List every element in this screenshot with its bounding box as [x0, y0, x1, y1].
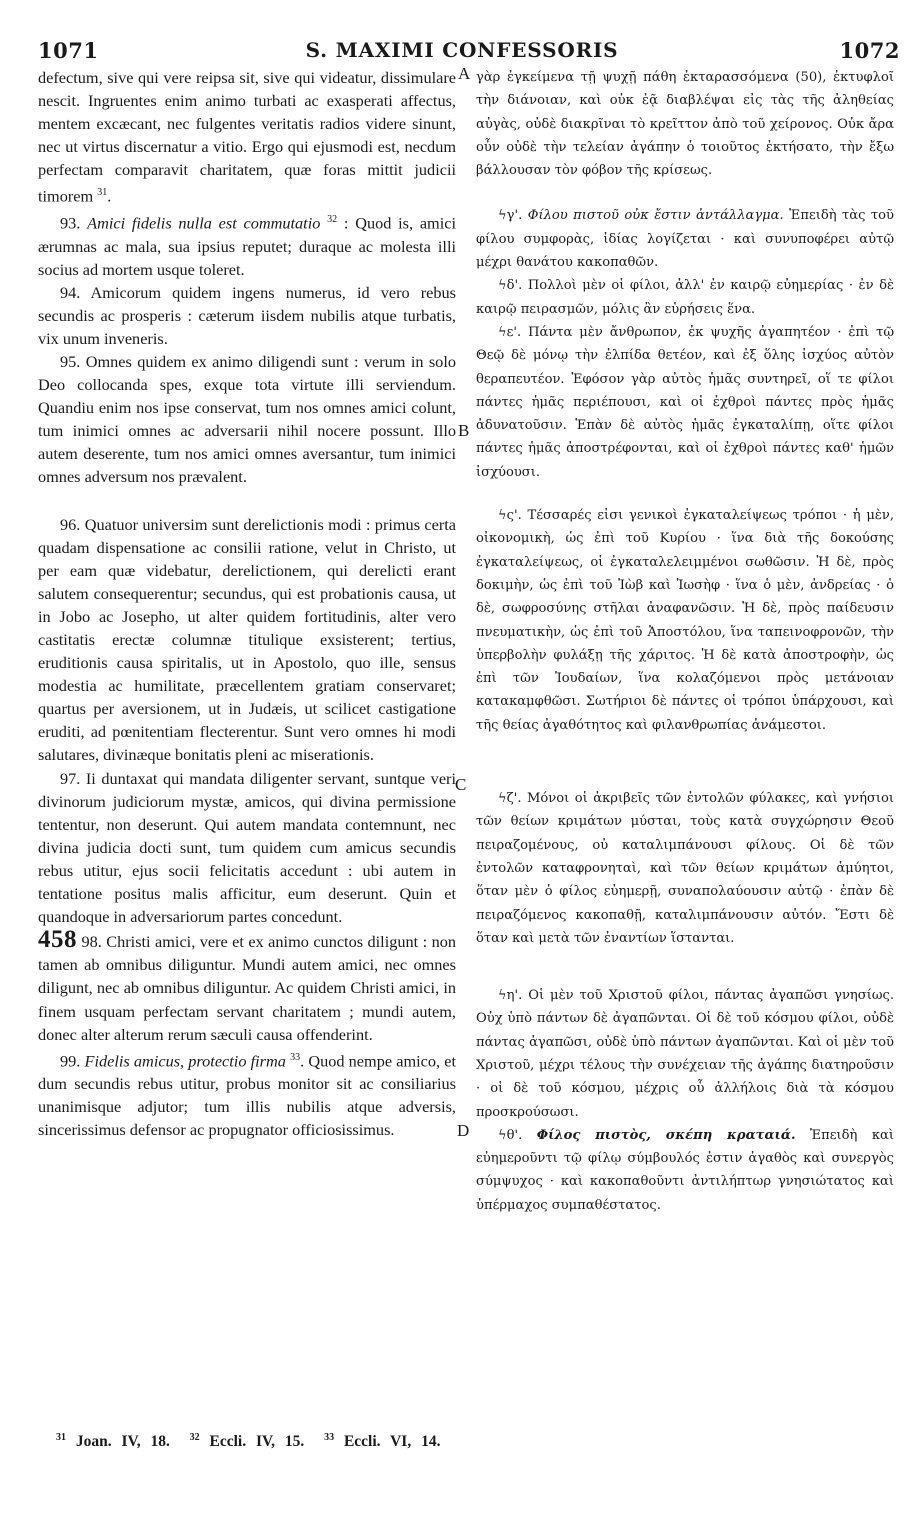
greek-paragraph-95: ϟε'. Πάντα μὲν ἄνθρωπον, ἐκ ψυχῆς ἀγαπητέον · ἐπὶ τῷ Θεῷ δὲ μόνῳ τὴν ἐλπίδα θετέον, καὶ ἐξ ὅλης ἰσχύος αὐτὸν θεραπευτέον. Ἐφόσον γὰρ αὐτὸς ἡμᾶς συντηρεῖ, οἵ τε φίλοι πάντες ἡμᾶς περιέπουσι, καὶ οἱ ἐχθροὶ πάντες πρὸς ἡμᾶς ἀδυνατοῦσιν. Ἐπὰν δὲ αὐτὸς ἡμᾶς ἐγκαταλίπῃ, οἵτε φίλοι πάντες ἡμᾶς ἀποστρέφονται, καὶ οἱ ἐχθροὶ πάντες καθ' ἡμῶν ἰσχύουσι. [476, 324, 894, 480]
latin-paragraph-98 [38, 928, 456, 1045]
footnote-ref: 31 [97, 187, 108, 199]
footnote-ref: 33 [290, 1051, 301, 1063]
greek-paragraph-97: ϟζ'. Μόνοι οἱ ἀκριβεῖς τῶν ἐντολῶν φύλακες, καὶ γνήσιοι τῶν θείων κριμάτων μύσται, τοὺς κατὰ συγχώρησιν Θεοῦ πειραζομένους, οὐ καταλιμπάνουσι φίλους. Οἱ δὲ τῶν ἐντολῶν καταφρονηταὶ, καὶ τῶν θείων κριμάτων ἀμύητοι, ὅταν μὲν ὁ φίλος εὐημερῇ, συναπολαύουσιν αὐτῷ · ἐπὰν δὲ πειραζόμενος κακοπαθῇ, καταλιμπάνουσιν αὐτόν. Ἔστι δὲ ὅταν καὶ μετὰ τῶν ἐναντίων ἵστανται. [476, 791, 894, 946]
paragraph-gap [476, 950, 894, 984]
margin-letter-c: C [455, 775, 467, 794]
paragraph-gap [38, 489, 456, 513]
footnote-mark: 33 [324, 1432, 335, 1443]
paragraph-title: Φίλου πιστοῦ οὐκ ἔστιν ἀντάλλαγμα. [527, 208, 784, 224]
footnote-31: Joan. IV, 18. [75, 1433, 170, 1451]
margin-letter-d: D [457, 1121, 470, 1140]
greek-column [476, 66, 894, 1217]
paragraph-number: 93. [60, 213, 81, 233]
greek-paragraph-93 [476, 204, 894, 274]
paragraph-gap [476, 737, 894, 787]
greek-paragraph-94: ϟδ'. Πολλοὶ μὲν οἱ φίλοι, ἀλλ' ἐν καιρῷ εὐημερίας · ἐν δὲ καιρῷ πειρασμῶν, μόλις ἂν εὑρήσεις ἕνα. [476, 278, 894, 317]
page-number-left: 1071 [38, 38, 99, 63]
latin-paragraph-96: 96. Quatuor universim sunt derelictionis modi : primus certa quadam dispensatione ac consilii ratione, velut in Christo, ut per eam quæ videbatur, derelictionem, qui derelicti erant salutem consequerentur; secundus, qui est probationis causa, ut in Jobo ac Josepho, ut alter quidem fortitudinis, alter vero castitatis erectæ columnæ titulique exsisterent; tertius, eruditionis causa spiritalis, ut in Apostolo, quo ille, sensus modestia ac humilitate, præcellentem gratiam conservaret; quartus per aversionem, ut in Judæis, ut scilicet castigatione eruditi, ad pœnitentiam flecterentur. Sunt vero omnes hi modi salutares, divinæque bonitatis pleni ac miserationis. [38, 514, 456, 765]
footnotes [56, 1432, 440, 1451]
paragraph-title: Fidelis amicus, protectio firma [84, 1051, 286, 1071]
greek-text: Ἐπειδὴ καὶ εὐημεροῦντι τῷ φίλῳ σύμβουλός ἐστιν ἀγαθὸς καὶ συνεργὸς σύμψυχος · καὶ κακοπαθοῦντι ἀντιλήπτωρ γνησιώτατος καὶ ὑπέρμαχος συμπαθέστατος. [476, 1127, 895, 1213]
paragraph-number: ϟγ'. [498, 208, 523, 224]
margin-column-number: 458 [38, 926, 77, 954]
greek-paragraph-99 [476, 1124, 894, 1217]
page-number-right: 1072 [839, 38, 900, 63]
footnote-mark: 32 [189, 1432, 200, 1443]
latin-text: : Quod is, amici ærumnas ac mala, sua ipsius reputet; duraque ac molesta illi socius ad mortem usque toleret. [38, 213, 456, 279]
footnote-33: Eccli. VI, 14. [343, 1433, 441, 1451]
paragraph-title: Φίλος πιστὸς, σκέπη κραταιά. [536, 1127, 796, 1143]
latin-paragraph-97: 97. Ii duntaxat qui mandata diligenter servant, suntque veri divinorum judiciorum mystæ, amicos, qui divina permissione tententur, non deserunt. Qui autem mandata contemnunt, nec divina judicia docti sunt, tum quidem cum amicus secundis rebus utitur, ejus socii felicitatis accedunt : ubi autem in tentatione positus malis afficitur, eum deserunt. Quin et quandoque in adversariorum partes concedunt. [38, 768, 456, 927]
greek-paragraph-96: ϟς'. Τέσσαρές εἰσι γενικοὶ ἐγκαταλείψεως τρόποι · ἡ μὲν, οἰκονομικὴ, ὡς ἐπὶ τοῦ Κυρίου · ἵνα διὰ τῆς δοκούσης ἐγκαταλείψεως, οἱ ἐγκαταλελειμμένοι σωθῶσιν. Ἡ δὲ, πρὸς δοκιμὴν, ὡς ἐπὶ τοῦ Ἰὼβ καὶ Ἰωσὴφ · ἵνα ὁ μὲν, ἀνδρείας · ὁ δὲ, σωφροσύνης στῆλαι ἀναφανῶσιν. Ἡ δὲ, πρὸς παίδευσιν πνευματικὴν, ὡς ἐπὶ τοῦ Ἀποστόλου, ἵνα ταπεινοφρονῶν, τὴν ὑπερβολὴν φυλάξῃ τῆς χάριτος. Ἡ δὲ κατὰ ἀποστροφὴν, ὡς ἐπὶ τῶν Ἰουδαίων, ἵνα κολαζόμενοι πρὸς μετάνοιαν κατακαμφθῶσι. Σωτήριοι δὲ πάντες οἱ τρόποι ὑπάρχουσι, καὶ τῆς θείας ἀγαθότητος καὶ φιλανθρωπίας ἀνάμεστοι. [476, 508, 894, 733]
footnote-32: Eccli. IV, 15. [209, 1433, 305, 1451]
footnote-mark: 31 [56, 1432, 66, 1443]
latin-text: . Quod nempe amico, et dum secundis rebus utitur, probus monitor sit ac consiliarius unanimisque adjutor; tum illis nubilis atque adversis, sincerissimus defensor ac propugnator officiosissimus. [38, 1051, 456, 1140]
latin-paragraph-95: 95. Omnes quidem ex animo diligendi sunt : verum in solo Deo collocanda spes, exque tota virtute illi serviendum. Quandiu enim nos ipse conservat, tum nos omnes amici colunt, tum inimici omnes ac adversarii nihil nocere possunt. Illo autem deserente, tum nos amici omnes aversantur, tum inimici omnes adversum nos prævalent. [38, 351, 456, 487]
running-title: S. MAXIMI CONFESSORIS [305, 38, 619, 62]
greek-text: Ἐπειδὴ τὰς τοῦ φίλου συμφορὰς, ἰδίας λογίζεται · καὶ συνυποφέρει αὐτῷ μέχρι θανάτου κακοπαθῶν. [476, 208, 895, 271]
footnote-ref: 32 [327, 213, 338, 225]
latin-text: defectum, sive qui vere reipsa sit, sive qui videatur, dissimulare nescit. Ingruentes enim animo turbati ac exasperati affectus, mentem excæcant, nec fulgentes veritatis radios videre sinunt, nec ut virtus discernatur a vitio. Ergo qui ejusmodi est, necdum perfectam comparavit charitatem, quæ foras mittit judicii timorem [38, 68, 456, 206]
greek-paragraph-98: ϟη'. Οἱ μὲν τοῦ Χριστοῦ φίλοι, πάντας ἀγαπῶσι γνησίως. Οὐχ ὑπὸ πάντων δὲ ἀγαπῶνται. Οἱ δὲ τοῦ κόσμου φίλοι, οὐδὲ πάντας ἀγαπῶσι, οὐδὲ ὑπὸ πάντων ἀγαπῶνται. Καὶ οἱ μὲν τοῦ Χριστοῦ, μέχρι τέλους τὴν συνέχειαν τῆς ἀγάπης διατηροῦσιν · οἱ δὲ τοῦ κόσμου, μέχρις οὗ ἀλλήλοις διὰ τὰ κόσμου προσκρούσωσι. [476, 988, 894, 1120]
paragraph-number: ϟθ'. [498, 1127, 523, 1143]
margin-letter-a: A [458, 64, 471, 83]
paragraph-title: Amici fidelis nulla est commutatio [87, 213, 321, 233]
latin-paragraph-92: defectum, sive qui vere reipsa sit, sive qui videatur, dissimulare nescit. Ingruentes enim animo turbati ac exasperati affectus, mentem excæcant, nec fulgentes veritatis radios videre sinunt, nec ut virtus discernatur a vitio. Ergo qui ejusmodi est, necdum perfectam comparavit charitatem, quæ foras mittit judicii timorem $^{31}$. [38, 68, 456, 206]
margin-letter-b: B [458, 421, 470, 440]
paragraph-gap [476, 484, 894, 504]
latin-column [38, 66, 456, 1141]
paragraph-gap [476, 182, 894, 204]
latin-text: 98. Christi amici, vere et ex animo cunctos diligunt : non tamen ab omnibus diliguntur. Mundi autem amici, nec omnes diligunt, nec ab omnibus diliguntur. Ac quidem Christi amici, in finem usquam perfectam servant charitatem ; mundi autem, donec alter alterum rerum sæculi causa offenderint. [38, 932, 456, 1044]
latin-paragraph-94: 94. Amicorum quidem ingens numerus, id vero rebus secundis ac prosperis : cæterum iisdem nubilis atque turbatis, vix unum inveneris. [38, 282, 456, 348]
greek-paragraph-92: γὰρ ἐγκείμενα τῇ ψυχῇ πάθη ἐκταρασσόμενα (50), ἐκτυφλοῖ τὴν διάνοιαν, καὶ οὐκ ἐᾷ διαβλέψαι εἰς τὰς τῆς ἀληθείας αὐγὰς, οὐδὲ διακρῖναι τὸ κρεῖττον ἀπὸ τοῦ χείρονος. Οὐκ ἄρα οὖν οὐδὲ τὴν τελείαν ἀγάπην ὁ τοιοῦτος ἐκτήσατο, τὴν ἔξω βάλλουσαν τὸν φόβον τῆς κρίσεως. [476, 70, 894, 179]
paragraph-number: 99. [60, 1051, 81, 1071]
latin-paragraph-93 [38, 208, 456, 281]
latin-paragraph-99 [38, 1046, 456, 1142]
